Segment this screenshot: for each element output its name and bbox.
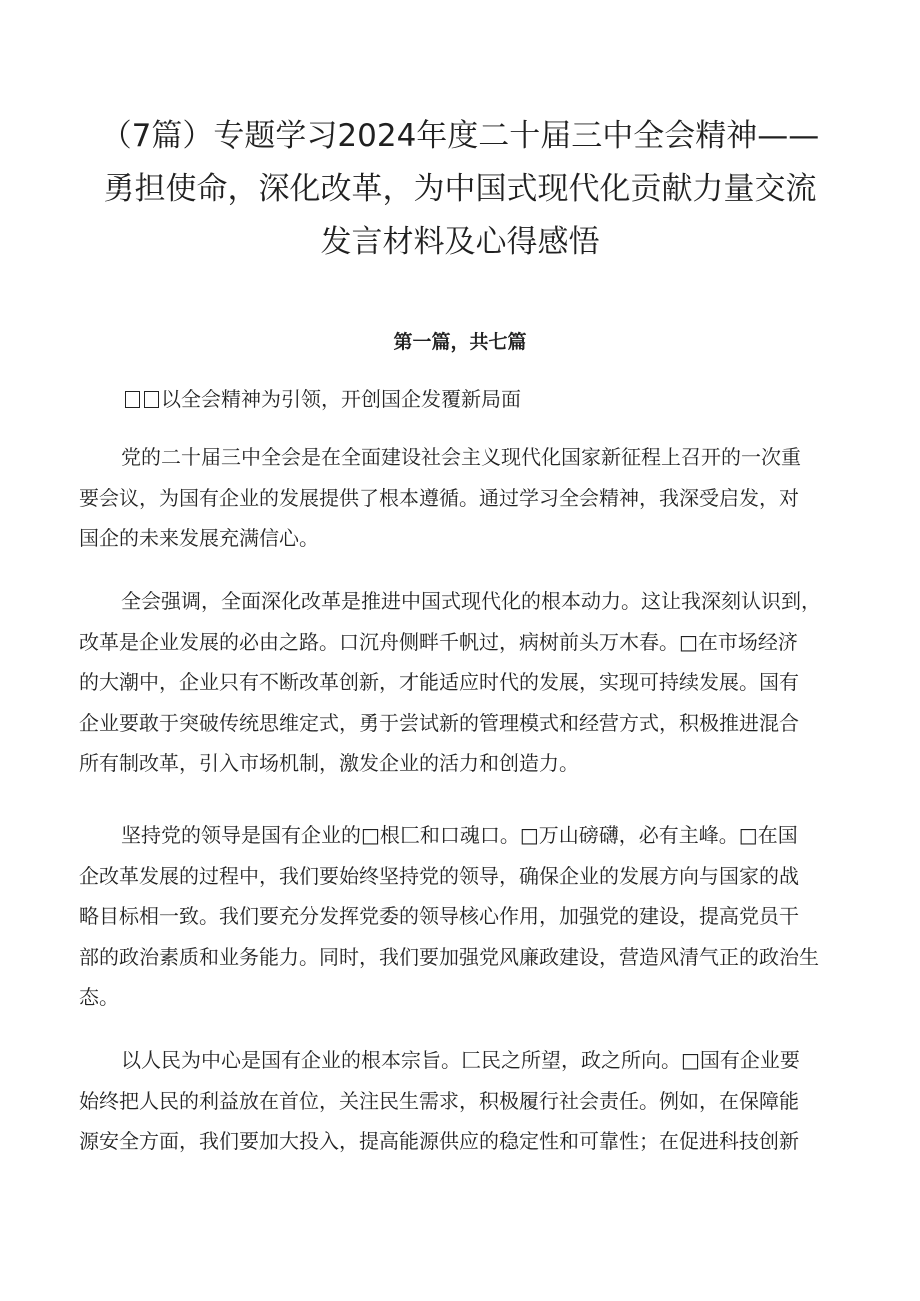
missing-glyph-box-icon: [144, 391, 159, 408]
paragraph-4: [79, 1040, 851, 1162]
paragraph-2: [79, 581, 851, 784]
missing-glyph-box-icon: [125, 391, 140, 408]
title-line-3: 发言材料及心得感悟: [320, 224, 600, 260]
paragraph-line: 的大潮中，企业只有不断改革创新，才能适应时代的发展，实现可持续发展。国有: [79, 670, 799, 694]
paragraph-line: 国企的未来发展充满信心。: [79, 526, 319, 550]
paragraph-line: 坚持党的领导是国有企业的□根匚和口魂口。□万山磅礴，必有主峰。□在国: [121, 823, 798, 847]
paragraph-line: 以人民为中心是国有企业的根本宗旨。匚民之所望，政之所向。□国有企业要: [121, 1048, 800, 1072]
paragraph-line: 态。: [79, 985, 119, 1009]
paragraph-line: 改革是企业发展的必由之路。口沉舟侧畔千帆过，病树前头万木春。□在市场经济: [79, 629, 798, 654]
section-heading: 第一篇，共七篇: [393, 331, 527, 353]
paragraph-3: [79, 815, 851, 1018]
paragraph-line: 略目标相一致。我们要充分发挥党委的领导核心作用，加强党的建设，提高党员干: [79, 904, 799, 928]
paragraph-line: 党的二十届三中全会是在全面建设社会主义现代化国家新征程上召开的一次重: [121, 445, 801, 469]
paragraph-1: [79, 437, 851, 559]
paragraph-line: 企业要敢于突破传统思维定式，勇于尝试新的管理模式和经营方式，积极推进混合: [79, 710, 799, 735]
paragraph-line: 企改革发展的过程中，我们要始终坚持党的领导，确保企业的发展方向与国家的战: [79, 863, 799, 888]
paragraph-line: 全会强调，全面深化改革是推进中国式现代化的根本动力。这让我深刻认识到，: [121, 589, 821, 613]
paragraph-line: 始终把人民的利益放在首位，关注民生需求，积极履行社会责任。例如，在保障能: [79, 1088, 799, 1113]
subheading-text: 以全会精神为引领，开创国企发覆新局面: [161, 387, 521, 411]
document-title: [80, 110, 840, 269]
paragraph-line: 所有制改革，引入市场机制，激发企业的活力和创造力。: [79, 751, 579, 775]
subheading: [123, 383, 521, 415]
paragraph-line: 要会议，为国有企业的发展提供了根本遵循。通过学习全会精神，我深受启发，对: [79, 485, 799, 510]
title-line-1: （7篇）专题学习2024年度二十届三中全会精神——: [100, 118, 820, 154]
title-line-2: 勇担使命，深化改革，为中国式现代化贡献力量交流: [103, 171, 817, 207]
paragraph-line: 源安全方面，我们要加大投入，提高能源供应的稳定性和可靠性；在促进科技创新: [79, 1129, 799, 1153]
paragraph-line: 部的政治素质和业务能力。同时，我们要加强党风廉政建设，营造风清气正的政治生: [79, 944, 819, 969]
